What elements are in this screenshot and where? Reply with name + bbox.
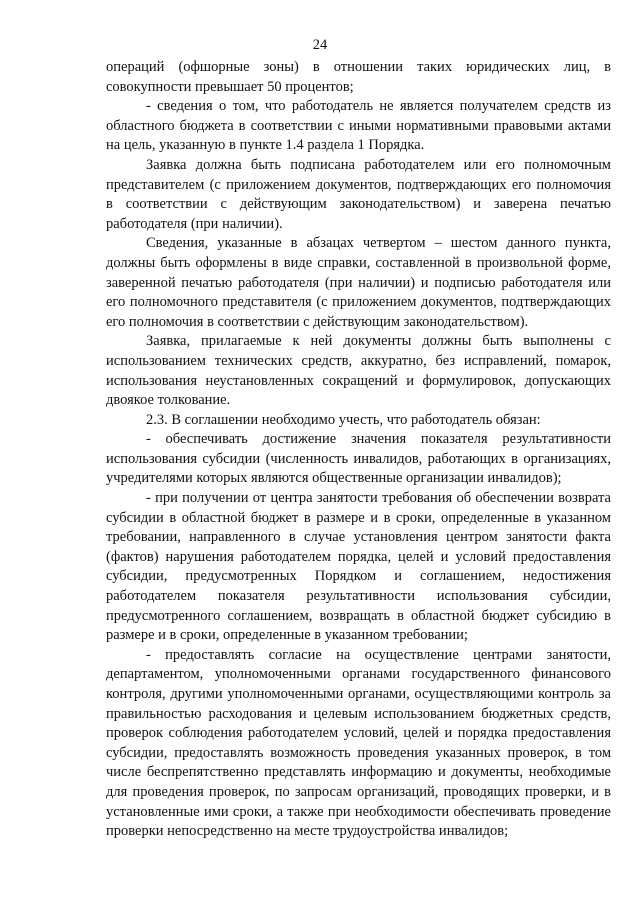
paragraph-inspection-consent: - предоставлять согласие на осуществление центрами занятости, департаментом, уполномоченными органами государственного финансового контроля, другими уполномоченными органами, осуществляющими контроль за правильностью расходования и целевым использованием бюджетных средств, проверок соблюдения работодателем условий, целей и порядка предоставления субсидии, предоставлять возможность проведения указанных проверок, в том числе беспрепятственно представлять информацию и документы, необходимые для проведения проверок, по запросам организаций, проводящих проверки, и в установленные ими сроки, а также при необходимости обеспечивать проведение проверки непосредственно на месте трудоустройства инвалидов; (106, 646, 611, 840)
paragraph-offshore-continuation: операций (офшорные зоны) в отношении таких юридических лиц, в совокупности превышает 50 процентов; (106, 59, 611, 95)
document-body (106, 58, 611, 842)
page-number: 24 (312, 37, 328, 53)
paragraph-application-signature: Заявка должна быть подписана работодателем или его полномочным представителем (с приложением документов, подтверждающих его полномочия в соответствии с действующим законодательством) и заверена печатью работодателя (при наличии). (106, 156, 611, 232)
paragraph-subsidy-return: - при получении от центра занятости требования об обеспечении возврата субсидии в областной бюджет в размере и в сроки, определенные в указанном требовании, направленного в случае установления центром занятости факта (фактов) нарушения работодателем порядка, целей и условий предоставления субсидии, предусмотренных Порядком и соглашением, недостижения работодателем показателя результативности использования субсидии, предусмотренного соглашением, возвращать в областной бюджет субсидию в размере и в сроки, определенные в указанном требовании; (106, 490, 611, 644)
paragraph-information-certificate: Сведения, указанные в абзацах четвертом – шестом данного пункта, должны быть оформлены в виде справки, составленной в произвольной форме, заверенной печатью работодателя (при наличии) и подписью работодателя или его полномочного представителя (с приложением документов, подтверждающих его полномочия в соответствии с действующим законодательством). (106, 235, 611, 330)
paragraph-performance-indicator: - обеспечивать достижение значения показателя результативности использования субсидии (численность инвалидов, работающих в организациях, учредителями которых являются общественные организации инвалидов); (106, 431, 611, 487)
paragraph-budget-funds-statement: - сведения о том, что работодатель не является получателем средств из областного бюджета в соответствии с иными нормативными правовыми актами на цель, указанную в пункте 1.4 раздела 1 Порядка. (106, 98, 611, 154)
paragraph-section-2-3: 2.3. В соглашении необходимо учесть, что работодатель обязан: (146, 411, 541, 428)
paragraph-document-requirements: Заявка, прилагаемые к ней документы должны быть выполнены с использованием технических средств, аккуратно, без исправлений, помарок, использования неустановленных сокращений и формулировок, допускающих двоякое толкование. (106, 333, 611, 409)
